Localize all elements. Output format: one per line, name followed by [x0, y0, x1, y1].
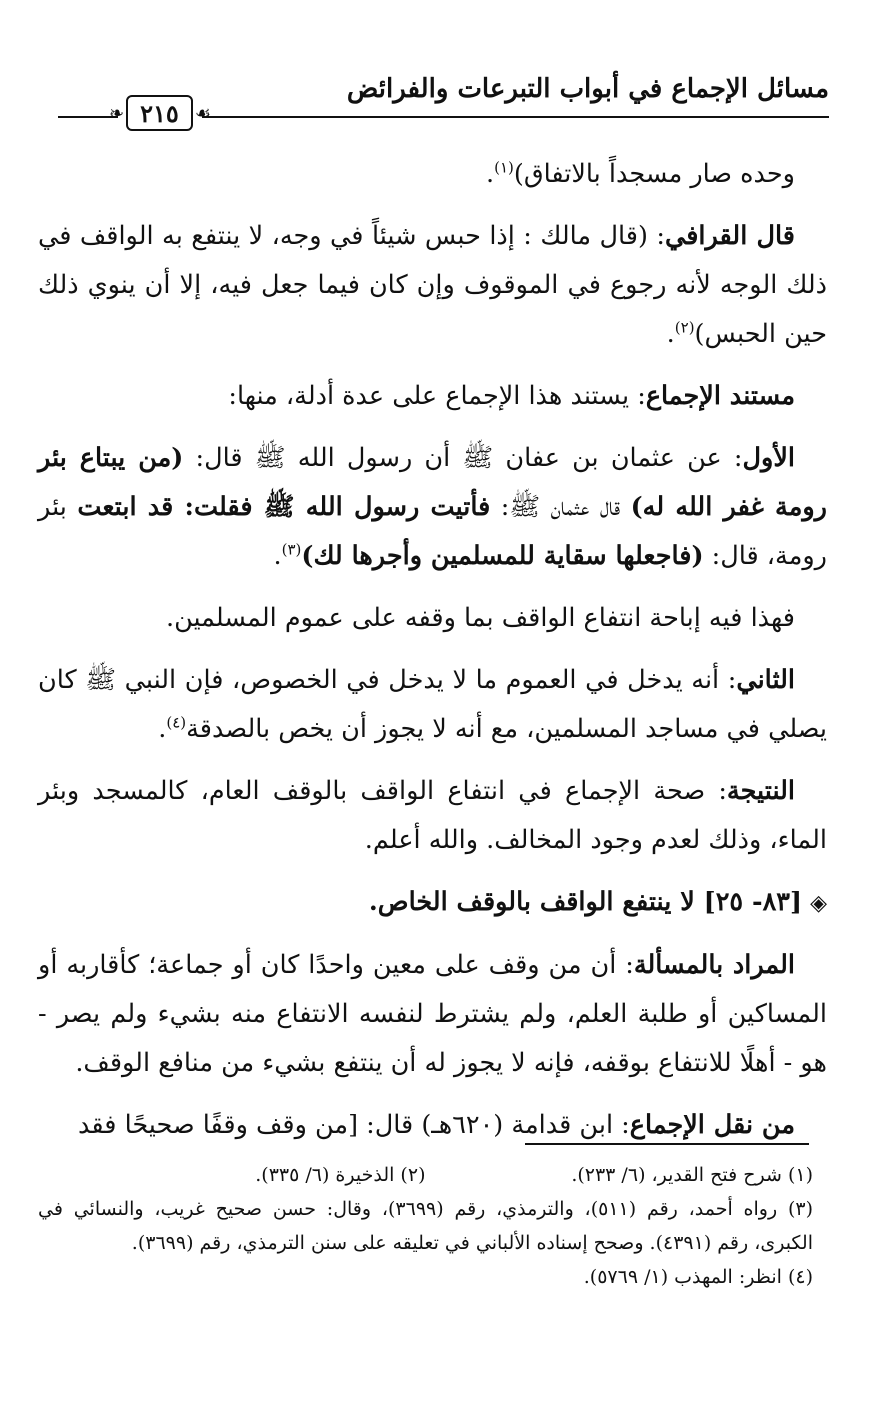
- paragraph-meaning: المراد بالمسألة: أن من وقف على معين واحدًا كان أو جماعة؛ كأقاربه أو المساكين أو طلبة العلم، ولم يشترط لنفسه الانتفاع منه بشيء ولم يصر - هو - أهلًا للانتفاع بوقفه، فإنه لا يجوز له أن ينتفع بشيء من منافع الوقف.: [38, 950, 827, 1078]
- paragraph-second-evidence: الثاني: أنه يدخل في العموم ما لا يدخل في الخصوص، فإن النبي ﷺ كان يصلي في مساجد المسلمين، مع أنه لا يجوز أن يخص بالصدقة$^{(٤)}$.: [38, 665, 827, 744]
- running-title: مسائل الإجماع في أبواب التبرعات والفرائض: [346, 74, 829, 104]
- page-number: ٢١٥: [126, 95, 193, 131]
- body-text: [38, 150, 827, 1163]
- footnote-ref-2[interactable]: (٢): [674, 318, 695, 337]
- paragraph-transmitters: من نقل الإجماع: ابن قدامة (٦٢٠هـ) قال: [من وقف وقفًا صحيحًا فقد: [78, 1110, 795, 1140]
- paragraph-basis: مستند الإجماع: يستند هذا الإجماع على عدة أدلة، منها:: [228, 381, 795, 411]
- footnote-3: (٣) رواه أحمد، رقم (٥١١)، والترمذي، رقم (٣٦٩٩)، وقال: حسن صحيح غريب، والنسائي في الكبرى، رقم (٤٣٩١). وصحح إسناده الألباني في تعليقه على سنن الترمذي، رقم (٣٦٩٩).: [38, 1198, 813, 1254]
- paragraph-qarafi: قال القرافي: (قال مالك : إذا حبس شيئاً في وجه، لا ينتفع به الواقف في ذلك الوجه لأنه رجوع في الموقوف وإن كان فيما جعل فيه، إلا أن ينوي ذلك حين الحبس)$^{(٢)}$.: [38, 221, 827, 349]
- footnote-2: (٢) الذخيرة (٦/ ٣٣٥).: [255, 1164, 426, 1186]
- footnote-4: (٤) انظر: المهذب (١/ ٥٧٦٩).: [583, 1266, 813, 1288]
- ornament-right-icon: ☙: [194, 102, 211, 124]
- paragraph-result: النتيجة: صحة الإجماع في انتفاع الواقف بالوقف العام، كالمسجد وبئر الماء، وذلك لعدم وجود المخالف. والله أعلم.: [38, 776, 827, 855]
- footnotes: [38, 1158, 813, 1294]
- section-heading: ◈[٨٣- ٢٥] لا ينتفع الواقف بالوقف الخاص.: [38, 878, 827, 928]
- footnote-1: (١) شرح فتح القدير، (٦/ ٢٣٣).: [571, 1164, 813, 1186]
- footnote-ref-1[interactable]: (١): [494, 158, 514, 177]
- page-header: [38, 70, 829, 130]
- page-number-box: [109, 94, 211, 132]
- ornament-left-icon: ❧: [109, 102, 125, 124]
- diamond-icon: ◈: [810, 890, 827, 916]
- footnote-ref-3[interactable]: (٣): [281, 540, 302, 559]
- footnote-ref-4[interactable]: (٤): [166, 713, 187, 732]
- paragraph-1: وحده صار مسجداً بالاتفاق)$^{(١)}$.: [485, 158, 795, 189]
- footnote-row: [38, 1158, 813, 1192]
- paragraph-conclusion-1: فهذا فيه إباحة انتفاع الواقف بما وقفه على عموم المسلمين.: [165, 603, 795, 633]
- paragraph-first-evidence: الأول: عن عثمان بن عفان ﷺ أن رسول الله ﷺ قال: (من يبتاع بئر رومة غفر الله له) قال عثمان ﷺ: فأتيت رسول الله ﷺ فقلت: قد ابتعت بئر رومة، قال: (فاجعلها سقاية للمسلمين وأجرها لك)$^{(٣)}$.: [38, 443, 827, 571]
- footnote-rule: [525, 1143, 809, 1145]
